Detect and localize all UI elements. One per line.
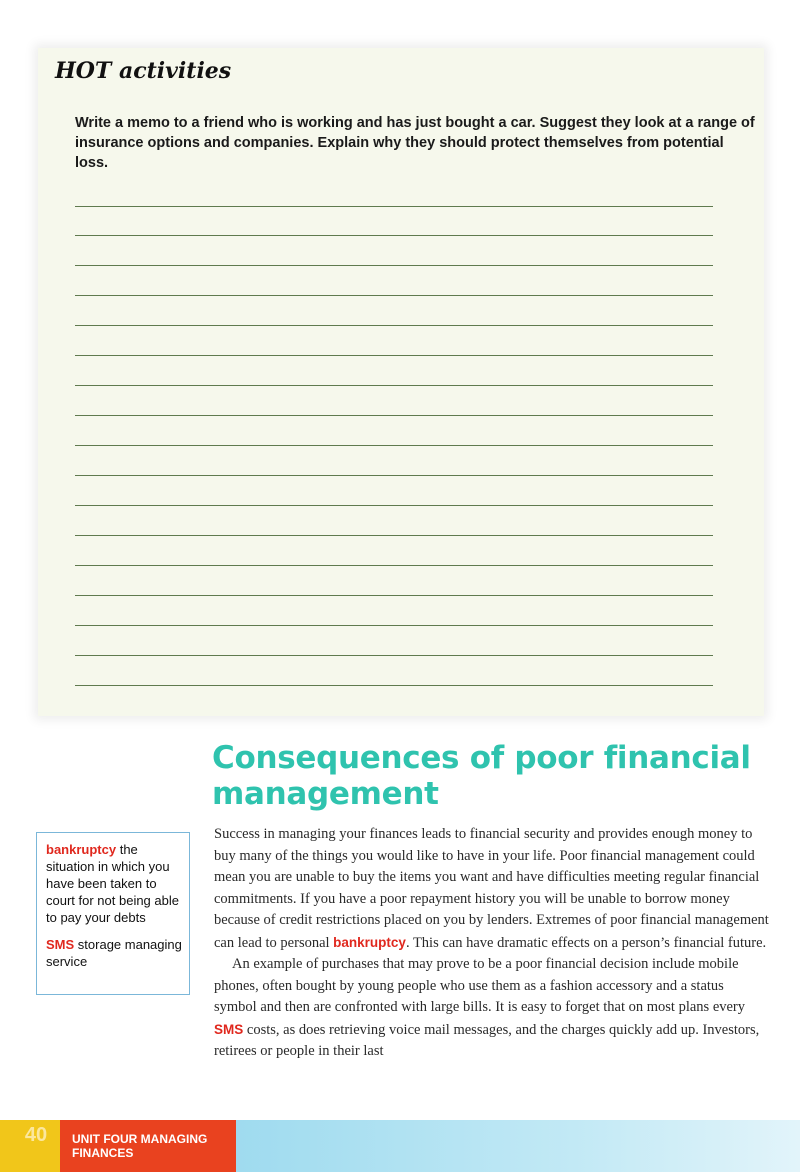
writing-line[interactable] xyxy=(75,445,713,475)
writing-line[interactable] xyxy=(75,535,713,565)
body-text xyxy=(214,824,770,1063)
writing-line[interactable] xyxy=(75,625,713,655)
writing-line[interactable] xyxy=(75,325,713,355)
unit-title: UNIT FOUR MANAGING FINANCES xyxy=(72,1132,208,1160)
writing-line[interactable] xyxy=(75,595,713,625)
writing-line[interactable] xyxy=(75,685,713,715)
paragraph-text: An example of purchases that may prove to be a poor financial decision include mobile phones, often bought by young people who use them as a fashion accessory and a status symbol and then are confronted with large bills. It is easy to forget that on most plans every xyxy=(214,956,746,1015)
glossary-definition: the situation in which you have been taken to court for not being able to pay your debts xyxy=(46,842,179,925)
writing-line[interactable] xyxy=(75,415,713,445)
footer-band xyxy=(236,1120,800,1172)
hot-activities-title: HOT activities xyxy=(55,58,232,84)
glossary-definition: storage managing service xyxy=(46,937,182,969)
page-number: 40 xyxy=(24,1124,48,1146)
paragraph-text: Success in managing your finances leads to financial security and provides enough money to buy many of the things you would like to have in your life. Poor financial management could mean you are unable to buy the items you want and have difficulties meeting regular financial commitments. If you have a poor repayment history you will be unable to borrow money because of credit restrictions placed on you by lenders. Extremes of poor financial management can lead to personal xyxy=(214,826,769,951)
writing-line[interactable] xyxy=(75,655,713,685)
keyword-bankruptcy: bankruptcy xyxy=(333,934,406,950)
writing-line[interactable] xyxy=(75,265,713,295)
paragraph-text: . This can have dramatic effects on a person’s financial future. xyxy=(405,934,767,951)
writing-line[interactable] xyxy=(75,385,713,415)
writing-line[interactable] xyxy=(75,295,713,325)
writing-line[interactable] xyxy=(75,475,713,505)
paragraph-text: costs, as does retrieving voice mail messages, and the charges quickly add up. Investors, retirees or people in their last xyxy=(214,1021,760,1059)
glossary-term: SMS xyxy=(46,937,75,952)
glossary-entry xyxy=(46,841,183,926)
glossary-box xyxy=(36,832,190,995)
hot-activities-prompt: Write a memo to a friend who is working and has just bought a car. Suggest they look at a range of insurance options and companies. Explain why they should protect themselves from potential loss. xyxy=(75,115,755,171)
footer-unit-block xyxy=(60,1120,236,1172)
glossary-term: bankruptcy xyxy=(46,842,117,857)
writing-line[interactable] xyxy=(75,235,713,265)
body-paragraph xyxy=(214,954,770,1063)
glossary-entry xyxy=(46,936,183,970)
keyword-sms: SMS xyxy=(214,1021,244,1037)
writing-line[interactable] xyxy=(75,206,713,235)
writing-line[interactable] xyxy=(75,505,713,535)
body-paragraph xyxy=(214,824,770,954)
writing-line[interactable] xyxy=(75,565,713,595)
section-heading: Consequences of poor financial management xyxy=(212,740,751,812)
writing-line[interactable] xyxy=(75,355,713,385)
writing-lines xyxy=(75,206,713,715)
